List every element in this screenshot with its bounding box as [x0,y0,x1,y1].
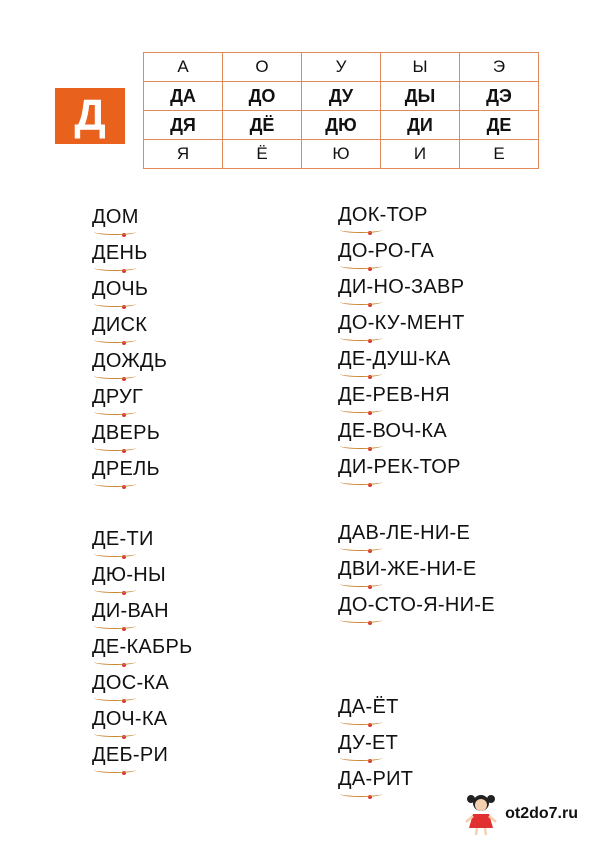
footer [463,792,578,836]
table-cell: А [144,53,223,82]
table-cell: Ю [302,140,381,169]
left-word-column [92,202,193,776]
word: ДВЕРЬ [92,418,193,454]
syllable-table [143,52,539,169]
table-cell: ДО [223,82,302,111]
table-row [144,111,539,140]
site-label: ot2do7.ru [505,805,578,822]
word: ДОЧ-КА [92,704,193,740]
word: ДУ-ЕТ [338,728,495,764]
word: ДЕ-КАБРЬ [92,632,193,668]
word: ДО-КУ-МЕНТ [338,308,495,344]
table-cell: Я [144,140,223,169]
word: ДИСК [92,310,193,346]
word: ДА-РИТ [338,764,495,800]
word: ДЕ-РЕВ-НЯ [338,380,495,416]
table-cell: ДЮ [302,111,381,140]
word: ДОК-ТОР [338,200,495,236]
table-cell: Э [460,53,539,82]
table-cell: ДЯ [144,111,223,140]
table-cell: ДА [144,82,223,111]
word: ДРЕЛЬ [92,454,193,490]
word: ДРУГ [92,382,193,418]
table-cell: ДЕ [460,111,539,140]
word: ДО-СТО-Я-НИ-Е [338,590,495,626]
word: ДЕ-ДУШ-КА [338,344,495,380]
table-cell: ДИ [381,111,460,140]
word: ДОЖДЬ [92,346,193,382]
letter-badge: Д [55,88,125,144]
word: ДОЧЬ [92,274,193,310]
word: ДЕНЬ [92,238,193,274]
table-row [144,53,539,82]
table-cell: И [381,140,460,169]
word: ДЕ-ВОЧ-КА [338,416,495,452]
table-cell: О [223,53,302,82]
word: ДЕ-ТИ [92,524,193,560]
table-cell: ДУ [302,82,381,111]
girl-mascot-icon [463,792,499,836]
word: ДЮ-НЫ [92,560,193,596]
table-cell: Е [460,140,539,169]
word: ДАВ-ЛЕ-НИ-Е [338,518,495,554]
word: ДИ-НО-ЗАВР [338,272,495,308]
word: ДИ-РЕК-ТОР [338,452,495,488]
table-cell: Ы [381,53,460,82]
word: ДИ-ВАН [92,596,193,632]
table-cell: ДЁ [223,111,302,140]
right-word-column [338,200,495,800]
word: ДО-РО-ГА [338,236,495,272]
word: ДА-ЁТ [338,692,495,728]
word: ДОМ [92,202,193,238]
word: ДВИ-ЖЕ-НИ-Е [338,554,495,590]
table-cell: ДЫ [381,82,460,111]
table-row [144,140,539,169]
table-cell: Ё [223,140,302,169]
table-cell: ДЭ [460,82,539,111]
word: ДОС-КА [92,668,193,704]
word: ДЕБ-РИ [92,740,193,776]
table-row [144,82,539,111]
table-cell: У [302,53,381,82]
